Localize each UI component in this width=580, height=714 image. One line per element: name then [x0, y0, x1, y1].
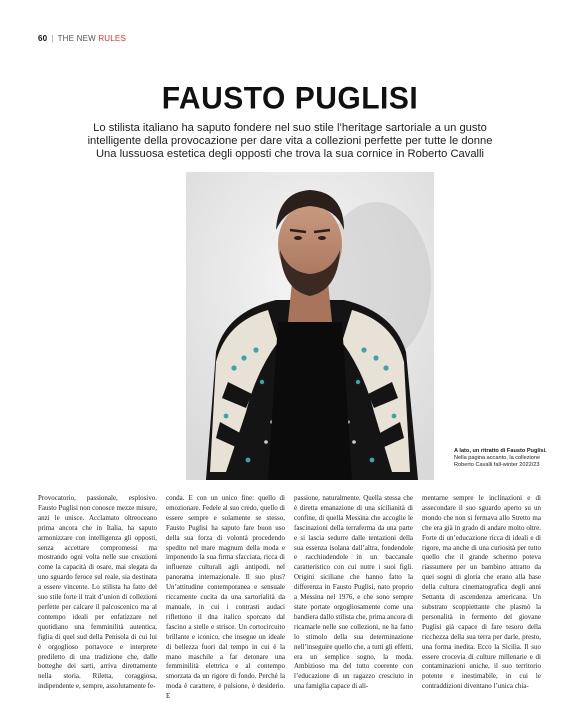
- article-body: [38, 494, 542, 704]
- caption-line: Nella pagina accanto, la collezione: [454, 455, 541, 461]
- article-title: FAUSTO PUGLISI: [161, 81, 419, 116]
- subtitle-line: Una lussuosa estetica degli opposti che trova la sua cornice in Roberto Cavalli: [95, 148, 485, 160]
- subtitle-line: Lo stilista italiano ha saputo fondere nel suo stile l’heritage sartoriale a un gusto: [93, 122, 487, 134]
- body-column: mentarne sempre le inclinazioni e di assecondare il suo sguardo aperto su un mondo che non si fermava allo Stretto ma che era già in grado di andare molto oltre. Forte di un’educazione ricca di ideali e di rigore, ma anche di una curiosità per tutto quello che il grande schermo poteva riassumere per un bambino attratto da quei sogni di gloria che erano alla base della cultura cinematografica degli anni Settanta di ascendenza americana. Un substrato scoppiettante che plasmò la personalità in fermento del giovane Puglisi già capace di fare tesoro della ricchezza della sua terra per darle, presto, una forma inedita. Ecco la Sicilia. Il suo essere crocevia di culture millenarie e di contaminazioni uniche, il suo territorio potente e inestimabile, in cui le contraddizioni diventano l’unica chia-: [422, 494, 541, 691]
- article-subtitle: [70, 122, 510, 161]
- running-header: [38, 34, 126, 43]
- portrait-photo: [186, 172, 434, 480]
- photo-caption: [454, 448, 564, 469]
- body-column: passione, naturalmente. Quella stessa che è diretta emanazione di una sicilianità di confine, di quella Messina che accoglie le fascinazioni della terraferma da una parte e si lascia sedurre dalle tentazioni della sua essenza isolana dall’altra, fondendole e racchiudendole in un baccanale caratteristico con cui nutre i suoi figli. Origini siciliane che hanno fatto la differenza in Fausto Puglisi, nato proprio a Messina nel 1976, e che sono sempre state portate orgogliosamente come una bandiera dallo stilista che, prima ancora di ricamarle nelle sue collezioni, ne ha fatto lo stimolo della sua determinazione nell’inseguire quello che, a tutti gli effetti, era un semplice sogno, la moda. Ambizioso ma del tutto coerente con l’educazione di un ragazzo cresciuto in una famiglia capace di ali-: [294, 494, 413, 691]
- body-column: Provocatorio, passionale, esplosivo. Fausto Puglisi non conosce mezze misure, anzi le unisce. Acclamato oltreoceano prima ancora che in Italia, ha saputo armonizzare con intelligenza gli opposti, senza accettare compromessi ma mostrando ogni volta nelle sue creazioni come la capacità di osare, mai slegata da uno sguardo feroce sul reale, sia destinata a essere vincente. Lo stilista ha fatto del suo stile forte il trait d’union di collezioni perfette per calcare il palcoscenico ma al contempo ideali per enfatizzare nel quotidiano una femminilità autentica, figlia di quel sud della Penisola di cui lui è orgoglioso portavoce e interprete prediletto di una tradizione che, dalle botteghe dei sarti, arriva direttamente nella storia. Riletta, coraggiosa, indipendente e, sempre, assolutamente fe-: [38, 494, 157, 691]
- subtitle-line: intelligente della provocazione per dare vita a collezioni perfette per tutte le donne: [87, 135, 493, 147]
- caption-line: A lato, un ritratto di Fausto Puglisi.: [454, 448, 547, 454]
- section-name: RULES: [98, 34, 127, 43]
- header-separator: |: [51, 34, 54, 43]
- page-number: 60: [38, 34, 48, 43]
- caption-line: Roberto Cavalli fall-winter 2022/23: [454, 462, 540, 468]
- magazine-name: THE NEW: [57, 34, 96, 43]
- body-column: conda. E con un unico fine: quello di emozionare. Fedele al suo credo, quello di essere sempre e solamente se stesso, Fausto Puglisi ha saputo fare buon uso della sua forza di volontà procedendo spedito nel mare magnum della moda e imponendo la sua firma sfacciata, ricca di influenze culturali agli antipodi, nel panorama internazionale. Il suo plus? Un’attitudine contemporanea e sensuale riccamente cucita da una sartorialità da manuale, in cui i contrasti audaci riflettono il dna italico sporcato dal fascino a stelle e strisce. Un cortocircuito brillante e iconico, che insegue un ideale di bellezza fuori dal tempo in cui è la mano maschile a far detonare una femminilità elettrica e al contempo smorzata da un rigore di fondo. Perché la moda è carattere, è pulsione, è desiderio. E: [166, 494, 285, 701]
